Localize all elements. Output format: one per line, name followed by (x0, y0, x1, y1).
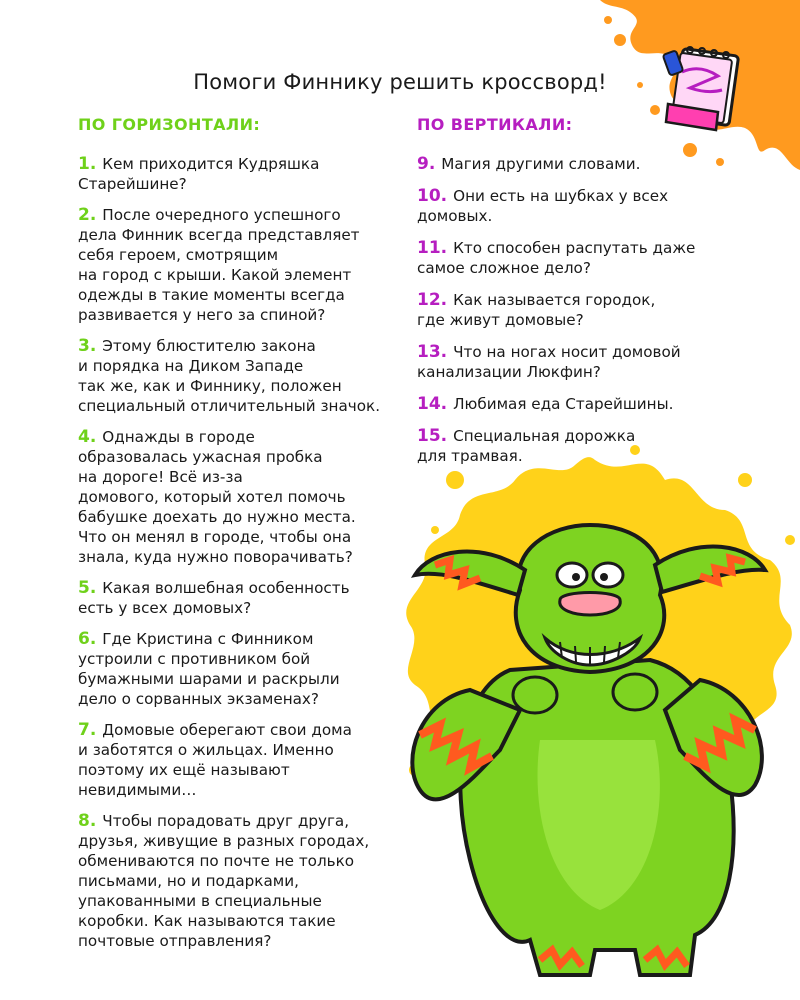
clue-text-line: Любимая еда Старейшины. (453, 395, 674, 413)
clue-text-line: где живут домовые? (417, 311, 584, 329)
across-clue-3 (78, 336, 398, 416)
clue-text-line: себя героем, смотрящим (78, 246, 279, 264)
clue-text-line: Что он менял в городе, чтобы она (78, 528, 352, 546)
clue-text-line: Где Кристина с Финником (102, 630, 314, 648)
clue-text-line: Что на ногах носит домовой (453, 343, 681, 361)
clue-text-line: на дороге! Всё из-за (78, 468, 243, 486)
clue-text-line: Старейшине? (78, 175, 187, 193)
clue-number: 14. (417, 394, 448, 414)
clue-text-line: Специальная дорожка (453, 427, 636, 445)
clue-number: 13. (417, 342, 448, 362)
clue-text-line: домовых. (417, 207, 493, 225)
clue-text-line: Домовые оберегают свои дома (102, 721, 352, 739)
clue-text-line: Магия другими словами. (441, 155, 641, 173)
clue-text-line: для трамвая. (417, 447, 523, 465)
clue-text-line: бумажными шарами и раскрыли (78, 670, 340, 688)
clue-text-line: невидимыми… (78, 781, 197, 799)
clue-number: 3. (78, 336, 97, 356)
across-clue-8 (78, 811, 398, 951)
clue-text-line: Какая волшебная особенность (102, 579, 350, 597)
clue-number: 7. (78, 720, 97, 740)
clue-text-line: так же, как и Финнику, положен (78, 377, 342, 395)
clue-text-line: и заботятся о жильцах. Именно (78, 741, 334, 759)
clue-text-line: Кто способен распутать даже (453, 239, 696, 257)
clue-number: 6. (78, 629, 97, 649)
down-column (417, 115, 737, 478)
clue-text-line: друзья, живущие в разных городах, (78, 832, 370, 850)
clue-text-line: Этому блюстителю закона (102, 337, 316, 355)
clue-text-line: и порядка на Диком Западе (78, 357, 304, 375)
down-clue-11 (417, 238, 737, 278)
clue-text-line: образовалась ужасная пробка (78, 448, 323, 466)
across-clue-5 (78, 578, 398, 618)
clue-number: 10. (417, 186, 448, 206)
down-heading: ПО ВЕРТИКАЛИ: (417, 115, 573, 134)
clue-number: 4. (78, 427, 97, 447)
down-clue-list (417, 154, 737, 466)
clue-text-line: самое сложное дело? (417, 259, 591, 277)
down-clue-14 (417, 394, 737, 414)
clue-number: 15. (417, 426, 448, 446)
clue-text-line: упакованными в специальные (78, 892, 322, 910)
down-clue-12 (417, 290, 737, 330)
clue-text-line: есть у всех домовых? (78, 599, 252, 617)
clue-text-line: После очередного успешного (102, 206, 341, 224)
clue-text-line: на город с крыши. Какой элемент (78, 266, 352, 284)
across-clue-4 (78, 427, 398, 567)
green-monster-illustration (400, 520, 780, 990)
clue-number: 9. (417, 154, 436, 174)
across-heading: ПО ГОРИЗОНТАЛИ: (78, 115, 261, 134)
clue-number: 11. (417, 238, 448, 258)
clue-text-line: развивается у него за спиной? (78, 306, 326, 324)
clue-text-line: устроили с противником бой (78, 650, 311, 668)
clue-text-line: знала, куда нужно поворачивать? (78, 548, 353, 566)
clue-text-line: Они есть на шубках у всех (453, 187, 669, 205)
clue-text-line: бабушке доехать до нужно места. (78, 508, 356, 526)
across-clue-6 (78, 629, 398, 709)
across-clue-2 (78, 205, 398, 325)
clue-text-line: одежды в такие моменты всегда (78, 286, 345, 304)
clue-text-line: Чтобы порадовать друг друга, (102, 812, 350, 830)
across-clue-list (78, 154, 398, 951)
across-clue-7 (78, 720, 398, 800)
across-clue-1 (78, 154, 398, 194)
clue-text-line: поэтому их ещё называют (78, 761, 290, 779)
down-clue-10 (417, 186, 737, 226)
clue-text-line: домового, который хотел помочь (78, 488, 346, 506)
clue-text-line: обмениваются по почте не только (78, 852, 355, 870)
clue-number: 5. (78, 578, 97, 598)
down-clue-13 (417, 342, 737, 382)
clue-text-line: канализации Люкфин? (417, 363, 601, 381)
clue-number: 12. (417, 290, 448, 310)
clue-text-line: дело о сорванных экзаменах? (78, 690, 319, 708)
down-clue-9 (417, 154, 737, 174)
clue-text-line: Однажды в городе (102, 428, 255, 446)
across-column (78, 115, 398, 962)
clue-number: 1. (78, 154, 97, 174)
clue-text-line: письмами, но и подарками, (78, 872, 299, 890)
clue-number: 2. (78, 205, 97, 225)
clue-text-line: Как называется городок, (453, 291, 656, 309)
clue-text-line: коробки. Как называются такие (78, 912, 336, 930)
clue-text-line: почтовые отправления? (78, 932, 272, 950)
clue-text-line: специальный отличительный значок. (78, 397, 381, 415)
clue-text-line: Кем приходится Кудряшка (102, 155, 320, 173)
clue-text-line: дела Финник всегда представляет (78, 226, 360, 244)
clue-number: 8. (78, 811, 97, 831)
page-title: Помоги Финнику решить кроссворд! (193, 70, 607, 94)
